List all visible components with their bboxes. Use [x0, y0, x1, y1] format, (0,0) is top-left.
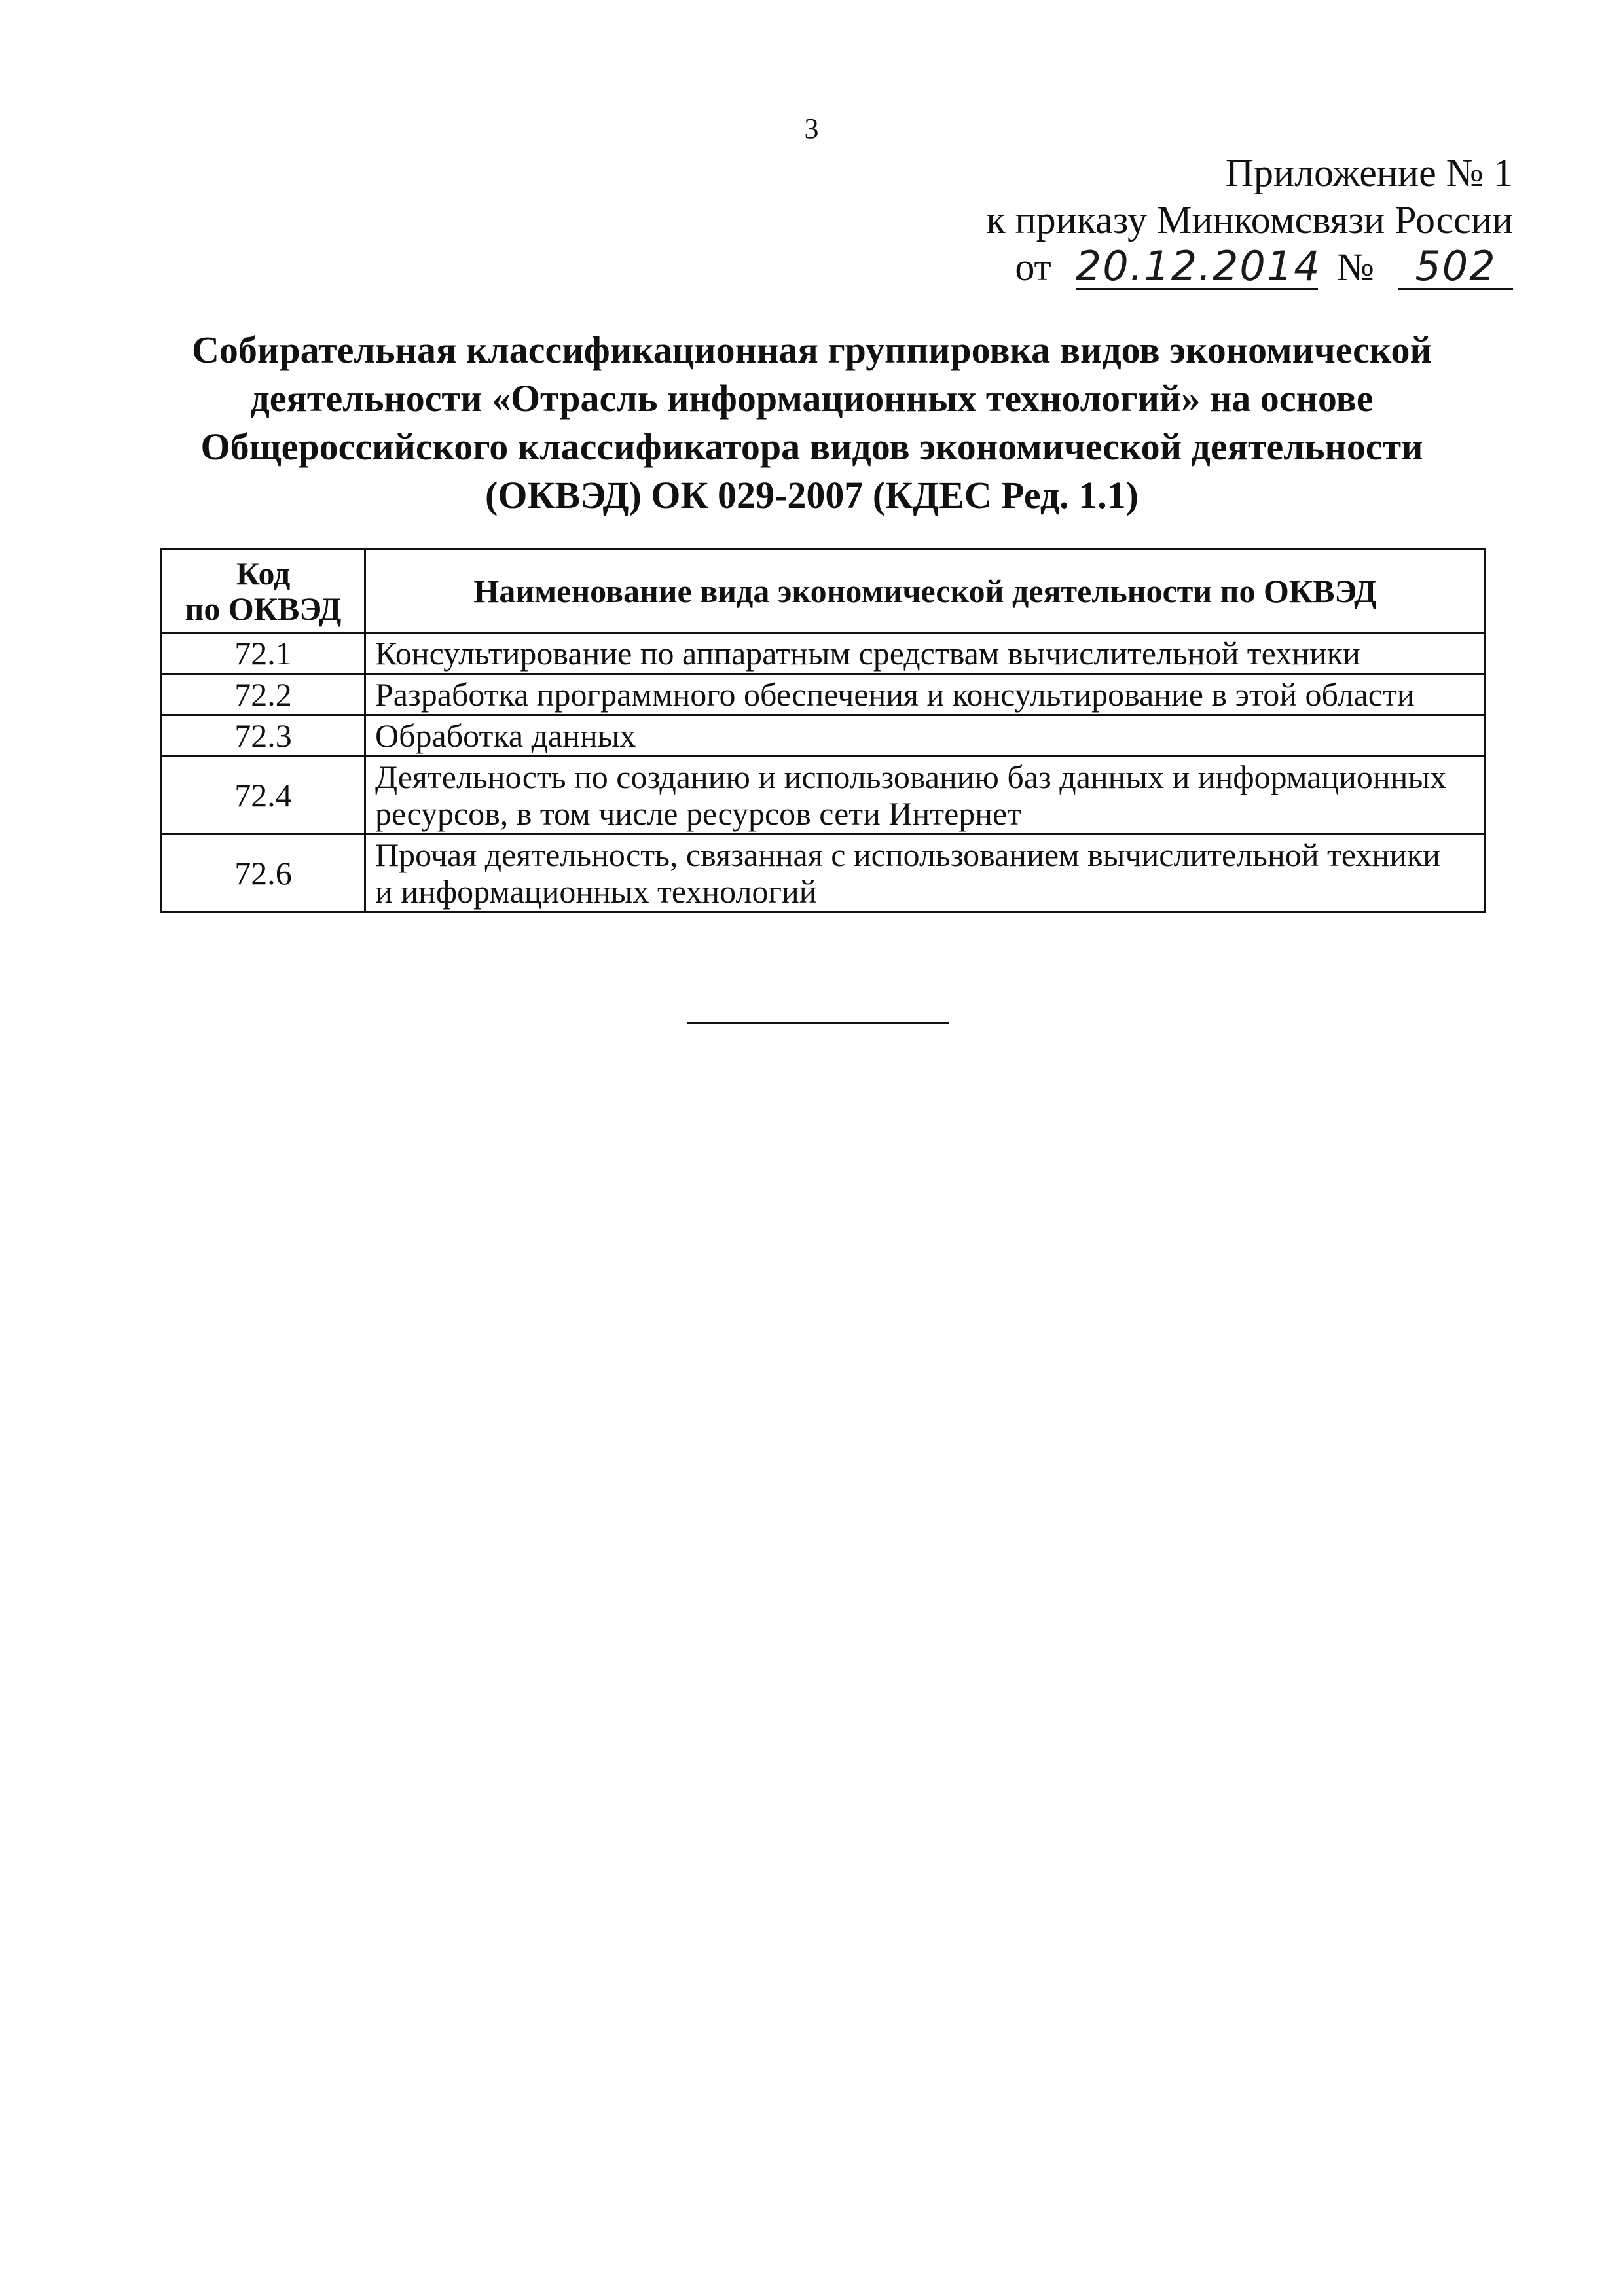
row-code: 72.6 [162, 834, 365, 912]
row-code: 72.3 [162, 715, 365, 757]
title-line: деятельности «Отрасль информационных технологий» на основе [250, 377, 1374, 420]
appendix-block [986, 149, 1513, 291]
table-row [162, 715, 1486, 757]
appendix-order-reference: к приказу Минкомсвязи России [986, 198, 1513, 242]
handwritten-order-number: 502 [1398, 245, 1513, 290]
row-name: Деятельность по созданию и использованию баз данных и информационных ресурсов, в том числе ресурсов сети Интернет [365, 757, 1486, 834]
row-name: Прочая деятельность, связанная с использованием вычислительной техники и информационных технологий [365, 834, 1486, 912]
number-prefix: № [1336, 245, 1374, 289]
row-code: 72.1 [162, 633, 365, 674]
appendix-title: Приложение № 1 [1225, 151, 1513, 194]
table-row [162, 834, 1486, 912]
okved-table [160, 548, 1486, 913]
title-line: (ОКВЭД) ОК 029-2007 (КДЕС Ред. 1.1) [485, 474, 1139, 516]
table-row [162, 757, 1486, 834]
row-code: 72.2 [162, 674, 365, 715]
table-row [162, 633, 1486, 674]
row-name: Консультирование по аппаратным средствам вычислительной техники [365, 633, 1486, 674]
table-header-row [162, 550, 1486, 633]
date-prefix: от [1015, 245, 1051, 289]
page-number: 3 [804, 113, 819, 145]
appendix-date-line [986, 243, 1513, 291]
closing-divider [687, 1022, 949, 1024]
title-line: Общероссийского классификатора видов экономической деятельности [200, 425, 1423, 468]
row-name: Обработка данных [365, 715, 1486, 757]
title-line: Собирательная классификационная группировка видов экономической [192, 329, 1432, 371]
header-code: Код по ОКВЭД [162, 550, 365, 633]
row-name: Разработка программного обеспечения и консультирование в этой области [365, 674, 1486, 715]
handwritten-date: 20.12.2014 [1075, 242, 1321, 290]
row-code: 72.4 [162, 757, 365, 834]
document-title [164, 326, 1460, 520]
header-name: Наименование вида экономической деятельности по ОКВЭД [365, 550, 1486, 633]
table-row [162, 674, 1486, 715]
